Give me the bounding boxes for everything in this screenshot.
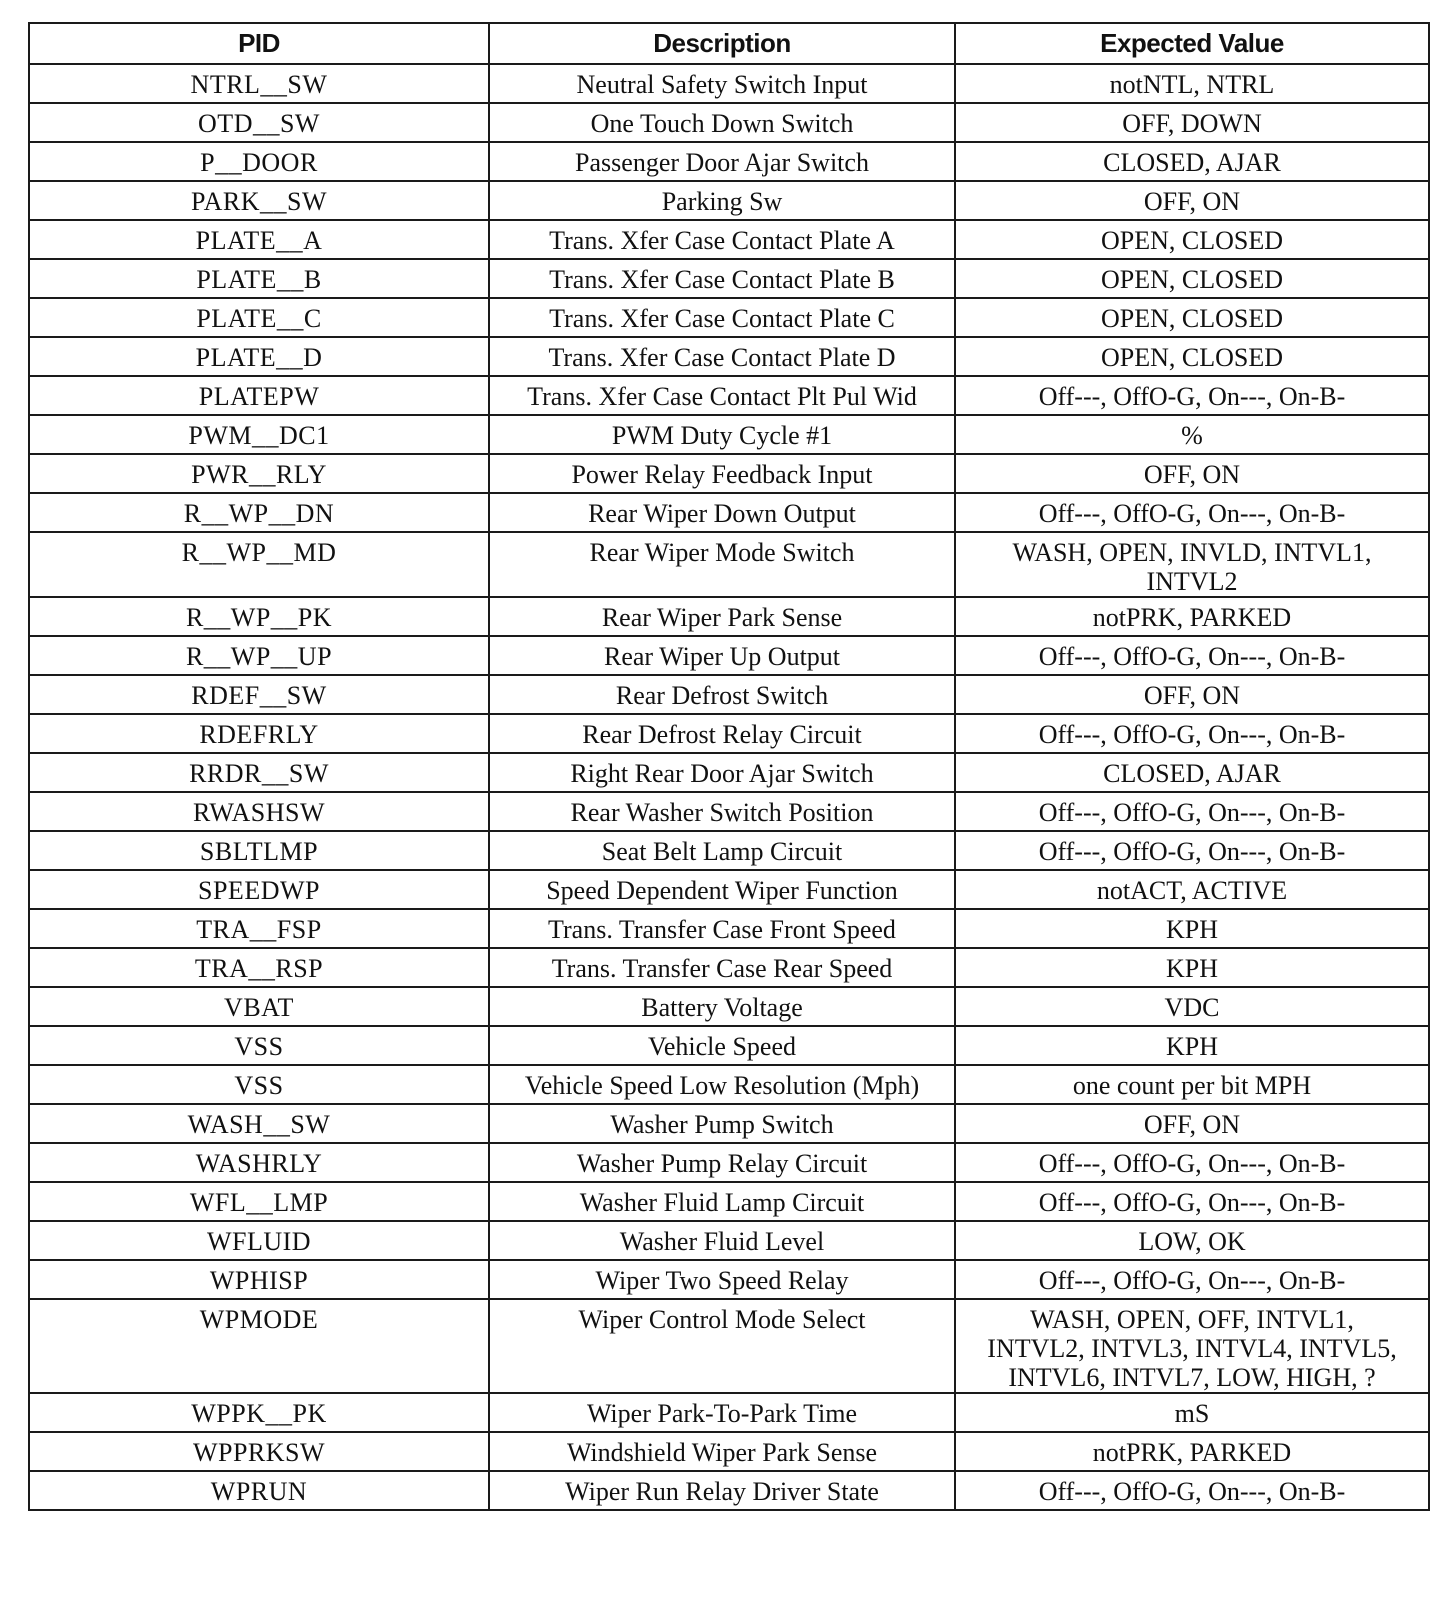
pid-cell: R__WP__DN bbox=[29, 493, 489, 532]
table-row bbox=[29, 103, 1429, 142]
description-cell: Vehicle Speed bbox=[489, 1026, 955, 1065]
table-row bbox=[29, 64, 1429, 103]
description-cell: Rear Wiper Up Output bbox=[489, 636, 955, 675]
table-row bbox=[29, 1143, 1429, 1182]
description-cell: Washer Pump Relay Circuit bbox=[489, 1143, 955, 1182]
pid-cell: WASH__SW bbox=[29, 1104, 489, 1143]
description-cell: Trans. Xfer Case Contact Plate D bbox=[489, 337, 955, 376]
table-row bbox=[29, 1026, 1429, 1065]
description-cell: Passenger Door Ajar Switch bbox=[489, 142, 955, 181]
pid-cell: PLATEPW bbox=[29, 376, 489, 415]
table-row bbox=[29, 1221, 1429, 1260]
table-row bbox=[29, 870, 1429, 909]
table-row bbox=[29, 1432, 1429, 1471]
expected-value-cell: OFF, ON bbox=[955, 1104, 1429, 1143]
pid-cell: WFLUID bbox=[29, 1221, 489, 1260]
table-row bbox=[29, 1065, 1429, 1104]
table-row bbox=[29, 376, 1429, 415]
pid-cell: R__WP__MD bbox=[29, 532, 489, 597]
pid-cell: VBAT bbox=[29, 987, 489, 1026]
description-cell: Wiper Control Mode Select bbox=[489, 1299, 955, 1393]
table-row bbox=[29, 909, 1429, 948]
table-row bbox=[29, 337, 1429, 376]
pid-cell: TRA__RSP bbox=[29, 948, 489, 987]
pid-cell: PWM__DC1 bbox=[29, 415, 489, 454]
table-row bbox=[29, 1393, 1429, 1432]
description-cell: Battery Voltage bbox=[489, 987, 955, 1026]
expected-value-cell: KPH bbox=[955, 909, 1429, 948]
description-cell: Trans. Xfer Case Contact Plate A bbox=[489, 220, 955, 259]
expected-value-cell: notACT, ACTIVE bbox=[955, 870, 1429, 909]
table-row bbox=[29, 987, 1429, 1026]
pid-cell: PWR__RLY bbox=[29, 454, 489, 493]
pid-cell: WPPRKSW bbox=[29, 1432, 489, 1471]
table-row bbox=[29, 454, 1429, 493]
description-cell: Rear Defrost Switch bbox=[489, 675, 955, 714]
pid-cell: WPMODE bbox=[29, 1299, 489, 1393]
description-cell: Trans. Xfer Case Contact Plate C bbox=[489, 298, 955, 337]
pid-table bbox=[28, 22, 1430, 1511]
table-row bbox=[29, 1299, 1429, 1393]
pid-cell: RWASHSW bbox=[29, 792, 489, 831]
expected-value-cell: notNTL, NTRL bbox=[955, 64, 1429, 103]
table-row bbox=[29, 597, 1429, 636]
pid-cell: VSS bbox=[29, 1026, 489, 1065]
expected-value-cell: % bbox=[955, 415, 1429, 454]
expected-value-cell: Off---, OffO-G, On---, On-B- bbox=[955, 1471, 1429, 1510]
expected-value-cell: Off---, OffO-G, On---, On-B- bbox=[955, 1182, 1429, 1221]
pid-cell: R__WP__UP bbox=[29, 636, 489, 675]
expected-value-cell: OPEN, CLOSED bbox=[955, 298, 1429, 337]
table-row bbox=[29, 220, 1429, 259]
pid-cell: WPPK__PK bbox=[29, 1393, 489, 1432]
description-cell: Rear Wiper Mode Switch bbox=[489, 532, 955, 597]
expected-value-cell: Off---, OffO-G, On---, On-B- bbox=[955, 1260, 1429, 1299]
table-row bbox=[29, 675, 1429, 714]
table-row bbox=[29, 532, 1429, 597]
expected-value-cell: KPH bbox=[955, 1026, 1429, 1065]
pid-cell: PLATE__A bbox=[29, 220, 489, 259]
description-cell: Rear Defrost Relay Circuit bbox=[489, 714, 955, 753]
description-cell: Rear Wiper Park Sense bbox=[489, 597, 955, 636]
header-expected-value: Expected Value bbox=[955, 23, 1429, 64]
description-cell: PWM Duty Cycle #1 bbox=[489, 415, 955, 454]
pid-cell: VSS bbox=[29, 1065, 489, 1104]
description-cell: Wiper Park-To-Park Time bbox=[489, 1393, 955, 1432]
pid-cell: TRA__FSP bbox=[29, 909, 489, 948]
expected-value-cell: KPH bbox=[955, 948, 1429, 987]
table-row bbox=[29, 831, 1429, 870]
expected-value-cell: OFF, DOWN bbox=[955, 103, 1429, 142]
description-cell: Wiper Two Speed Relay bbox=[489, 1260, 955, 1299]
pid-cell: WASHRLY bbox=[29, 1143, 489, 1182]
pid-cell: P__DOOR bbox=[29, 142, 489, 181]
pid-cell: NTRL__SW bbox=[29, 64, 489, 103]
table-body bbox=[29, 64, 1429, 1510]
description-cell: Right Rear Door Ajar Switch bbox=[489, 753, 955, 792]
pid-cell: WPRUN bbox=[29, 1471, 489, 1510]
expected-value-cell: notPRK, PARKED bbox=[955, 1432, 1429, 1471]
pid-cell: PARK__SW bbox=[29, 181, 489, 220]
expected-value-cell: mS bbox=[955, 1393, 1429, 1432]
pid-cell: R__WP__PK bbox=[29, 597, 489, 636]
pid-cell: RDEF__SW bbox=[29, 675, 489, 714]
description-cell: Power Relay Feedback Input bbox=[489, 454, 955, 493]
table-row bbox=[29, 142, 1429, 181]
expected-value-cell: Off---, OffO-G, On---, On-B- bbox=[955, 792, 1429, 831]
expected-value-cell: Off---, OffO-G, On---, On-B- bbox=[955, 636, 1429, 675]
description-cell: Speed Dependent Wiper Function bbox=[489, 870, 955, 909]
pid-cell: PLATE__D bbox=[29, 337, 489, 376]
expected-value-cell: Off---, OffO-G, On---, On-B- bbox=[955, 714, 1429, 753]
expected-value-cell: CLOSED, AJAR bbox=[955, 753, 1429, 792]
description-cell: Rear Wiper Down Output bbox=[489, 493, 955, 532]
description-cell: Rear Washer Switch Position bbox=[489, 792, 955, 831]
expected-value-cell: VDC bbox=[955, 987, 1429, 1026]
expected-value-cell: Off---, OffO-G, On---, On-B- bbox=[955, 493, 1429, 532]
description-cell: Parking Sw bbox=[489, 181, 955, 220]
table-row bbox=[29, 1104, 1429, 1143]
expected-value-cell: OPEN, CLOSED bbox=[955, 220, 1429, 259]
table-row bbox=[29, 181, 1429, 220]
expected-value-cell: OPEN, CLOSED bbox=[955, 337, 1429, 376]
description-cell: Trans. Transfer Case Rear Speed bbox=[489, 948, 955, 987]
pid-cell: RRDR__SW bbox=[29, 753, 489, 792]
description-cell: Trans. Xfer Case Contact Plate B bbox=[489, 259, 955, 298]
expected-value-cell: Off---, OffO-G, On---, On-B- bbox=[955, 1143, 1429, 1182]
table-row bbox=[29, 948, 1429, 987]
table-row bbox=[29, 493, 1429, 532]
header-pid: PID bbox=[29, 23, 489, 64]
pid-cell: WPHISP bbox=[29, 1260, 489, 1299]
table-row bbox=[29, 753, 1429, 792]
expected-value-cell: OFF, ON bbox=[955, 181, 1429, 220]
pid-cell: PLATE__B bbox=[29, 259, 489, 298]
description-cell: Trans. Xfer Case Contact Plt Pul Wid bbox=[489, 376, 955, 415]
header-row bbox=[29, 23, 1429, 64]
table-row bbox=[29, 1471, 1429, 1510]
table-row bbox=[29, 792, 1429, 831]
description-cell: Trans. Transfer Case Front Speed bbox=[489, 909, 955, 948]
expected-value-cell: CLOSED, AJAR bbox=[955, 142, 1429, 181]
expected-value-cell: OFF, ON bbox=[955, 675, 1429, 714]
table-row bbox=[29, 415, 1429, 454]
table-row bbox=[29, 1260, 1429, 1299]
expected-value-cell: one count per bit MPH bbox=[955, 1065, 1429, 1104]
expected-value-cell: Off---, OffO-G, On---, On-B- bbox=[955, 376, 1429, 415]
table-row bbox=[29, 636, 1429, 675]
header-description: Description bbox=[489, 23, 955, 64]
expected-value-cell: notPRK, PARKED bbox=[955, 597, 1429, 636]
table-row bbox=[29, 1182, 1429, 1221]
expected-value-cell: OPEN, CLOSED bbox=[955, 259, 1429, 298]
expected-value-cell: WASH, OPEN, OFF, INTVL1, INTVL2, INTVL3, INTVL4, INTVL5, INTVL6, INTVL7, LOW, HIGH, ? bbox=[955, 1299, 1429, 1393]
pid-cell: SPEEDWP bbox=[29, 870, 489, 909]
pid-cell: OTD__SW bbox=[29, 103, 489, 142]
description-cell: Vehicle Speed Low Resolution (Mph) bbox=[489, 1065, 955, 1104]
description-cell: Seat Belt Lamp Circuit bbox=[489, 831, 955, 870]
table-row bbox=[29, 298, 1429, 337]
pid-cell: SBLTLMP bbox=[29, 831, 489, 870]
description-cell: Washer Pump Switch bbox=[489, 1104, 955, 1143]
description-cell: Windshield Wiper Park Sense bbox=[489, 1432, 955, 1471]
pid-cell: RDEFRLY bbox=[29, 714, 489, 753]
table-row bbox=[29, 259, 1429, 298]
pid-cell: WFL__LMP bbox=[29, 1182, 489, 1221]
description-cell: Washer Fluid Lamp Circuit bbox=[489, 1182, 955, 1221]
table-row bbox=[29, 714, 1429, 753]
expected-value-cell: OFF, ON bbox=[955, 454, 1429, 493]
description-cell: Neutral Safety Switch Input bbox=[489, 64, 955, 103]
expected-value-cell: Off---, OffO-G, On---, On-B- bbox=[955, 831, 1429, 870]
description-cell: One Touch Down Switch bbox=[489, 103, 955, 142]
expected-value-cell: LOW, OK bbox=[955, 1221, 1429, 1260]
description-cell: Washer Fluid Level bbox=[489, 1221, 955, 1260]
description-cell: Wiper Run Relay Driver State bbox=[489, 1471, 955, 1510]
pid-cell: PLATE__C bbox=[29, 298, 489, 337]
expected-value-cell: WASH, OPEN, INVLD, INTVL1, INTVL2 bbox=[955, 532, 1429, 597]
